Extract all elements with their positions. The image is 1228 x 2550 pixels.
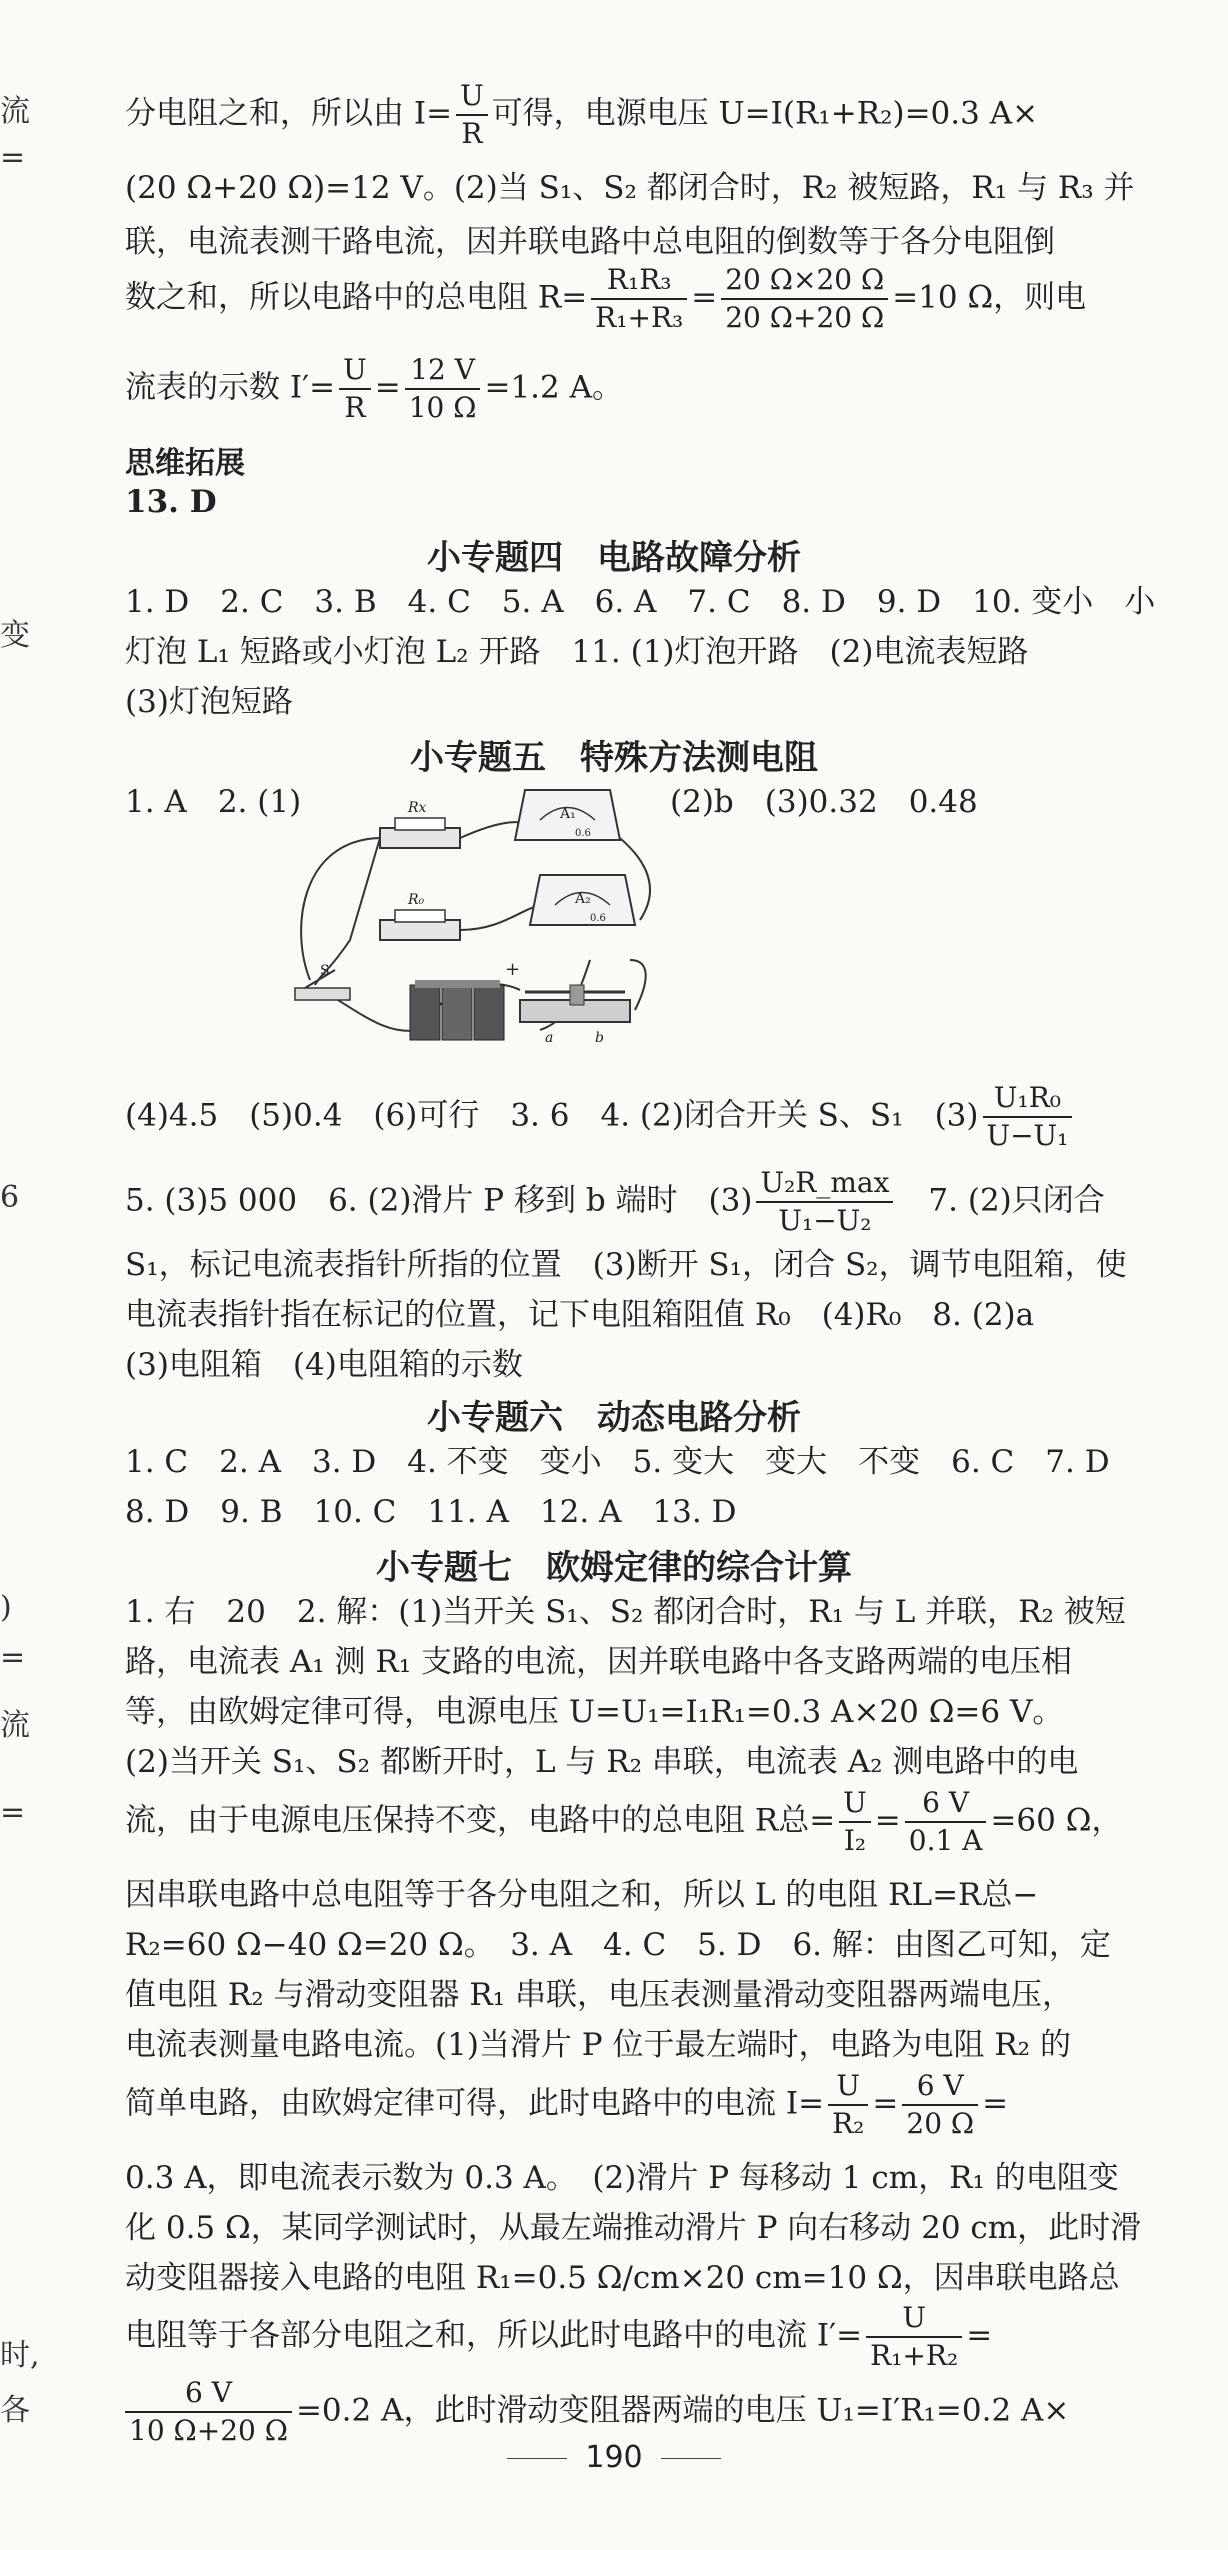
page-number: 190 <box>0 2440 1228 2475</box>
resistor-r0 <box>380 920 460 940</box>
text-line: (2)当开关 S₁、S₂ 都断开时，L 与 R₂ 串联，电流表 A₂ 测电路中的电 <box>125 1744 1079 1780</box>
label-s: S <box>320 963 330 979</box>
label-r0: R₀ <box>408 892 425 908</box>
text-line: (2)b (3)0.32 0.48 <box>670 784 978 820</box>
text-line: $\frac{6 V}{10 \Omega+20 \Omega}$ =0.2 A，此时滑动变阻器两端的电压 U₁=I′R₁=0.2 A× <box>125 2375 1069 2449</box>
margin-char: = <box>0 1795 26 1830</box>
label-a2: A₂ <box>575 891 591 907</box>
text-line: 路，电流表 A₁ 测 R₁ 支路的电流，因并联电路中各支路两端的电压相 <box>125 1644 1072 1680</box>
text-line: 电流表指针指在标记的位置，记下电阻箱阻值 R₀ (4)R₀ 8. (2)a <box>125 1297 1035 1333</box>
text-line: 电阻等于各部分电阻之和，所以此时电路中的电流 I′= $\frac{U}{\text{R₁+R₂}}$ = <box>125 2301 993 2372</box>
text-line: 数之和，所以电路中的总电阻 R= $\frac{\text{R₁R₃}}{\text{R₁+R₃}}$ = $\frac{20 \Omega\times 20 \Omega}{20 \Omega+20 \Omega}$ =10 Ω，则电 <box>125 263 1087 334</box>
fraction: $\frac{U}{R}$ <box>456 78 488 152</box>
margin-char: 6 <box>0 1180 20 1215</box>
text-line: (4)4.5 (5)0.4 (6)可行 3. 6 4. (2)闭合开关 S、S₁ (3) $\frac{\text{U₁R₀}}{\text{U−U₁}}$ <box>125 1080 1076 1154</box>
margin-char: 时, <box>0 2338 40 2373</box>
text-line: 1. C 2. A 3. D 4. 不变 变小 5. 变大 变大 不变 6. C 7. D <box>125 1444 1110 1480</box>
fraction: $\frac{U}{\text{I₂}}$ <box>839 1785 871 1859</box>
fraction: $\frac{\text{R₁R₃}}{\text{R₁+R₃}}$ <box>591 262 687 336</box>
text-line: 动变阻器接入电路的电阻 R₁=0.5 Ω/cm×20 cm=10 Ω，因串联电路总 <box>125 2260 1120 2296</box>
fraction: $\frac{12 V}{10 \Omega}$ <box>405 352 481 426</box>
text-line: 电流表测量电路电流。(1)当滑片 P 位于最左端时，电路为电阻 R₂ 的 <box>125 2027 1071 2063</box>
text-line: 流，由于电源电压保持不变，电路中的总电阻 R总= $\frac{U}{\text{I₂}}$ = $\frac{6 V}{0.1 A}$ =60 Ω， <box>125 1786 1123 1857</box>
fraction: $\frac{6 V}{10 \Omega+20 \Omega}$ <box>125 2375 292 2449</box>
text-line: 1. A 2. (1) <box>125 784 302 820</box>
text-line: S₁，标记电流表指针所指的位置 (3)断开 S₁，闭合 S₂，调节电阻箱，使 <box>125 1247 1127 1283</box>
text-line: 分电阻之和，所以由 I= $\frac{U}{R}$ 可得，电源电压 U=I(R₁+R₂)=0.3 A× <box>125 79 1039 150</box>
text-line: 因串联电路中总电阻等于各分电阻之和，所以 L 的电阻 RL=R总− <box>125 1877 1039 1913</box>
text-line: (3)灯泡短路 <box>125 684 293 720</box>
text-line: (20 Ω+20 Ω)=12 V。(2)当 S₁、S₂ 都闭合时，R₂ 被短路，R₁ 与 R₃ 并 <box>125 170 1135 206</box>
fraction: $\frac{U}{\text{R₁+R₂}}$ <box>866 2300 962 2374</box>
text-line: 流表的示数 I′= $\frac{U}{R}$ = $\frac{12 V}{10 \Omega}$ =1.2 A。 <box>125 353 623 424</box>
fraction: $\frac{\text{U₁R₀}}{\text{U−U₁}}$ <box>983 1080 1073 1154</box>
margin-char: 变 <box>0 618 30 653</box>
text-line: 值电阻 R₂ 与滑动变阻器 R₁ 串联，电压表测量滑动变阻器两端电压， <box>125 1977 1073 2013</box>
margin-char: ) <box>0 1590 12 1625</box>
margin-char: 流 <box>0 94 30 129</box>
circuit-diagram <box>290 780 670 1060</box>
fraction: $\frac{\text{U₂R\_max}}{\text{U₁−U₂}}$ <box>756 1165 893 1239</box>
text-line: R₂=60 Ω−40 Ω=20 Ω。 3. A 4. C 5. D 6. 解：由图乙可知，定 <box>125 1927 1111 1963</box>
text-line: 1. 右 20 2. 解：(1)当开关 S₁、S₂ 都闭合时，R₁ 与 L 并联，R₂ 被短 <box>125 1594 1126 1630</box>
svg-text:0.6: 0.6 <box>590 913 606 924</box>
svg-text:0.6: 0.6 <box>575 828 591 839</box>
margin-char: 流 <box>0 1708 30 1743</box>
margin-char: 各 <box>0 2393 30 2428</box>
section-heading: 小专题五 特殊方法测电阻 <box>410 738 818 778</box>
fraction: $\frac{20 \Omega\times 20 \Omega}{20 \Omega+20 \Omega}$ <box>721 262 888 336</box>
fraction: $\frac{U}{R}$ <box>339 352 371 426</box>
label-a: a <box>545 1030 554 1046</box>
section-heading: 小专题七 欧姆定律的综合计算 <box>376 1548 852 1588</box>
section-heading: 小专题四 电路故障分析 <box>427 538 801 578</box>
text-line: 1. D 2. C 3. B 4. C 5. A 6. A 7. C 8. D 9. D 10. 变小 小 <box>125 584 1156 620</box>
battery <box>410 980 504 1040</box>
section-heading: 小专题六 动态电路分析 <box>427 1398 801 1438</box>
label-b: b <box>595 1030 604 1046</box>
switch <box>295 988 350 1000</box>
label-rx: Rx <box>408 800 427 816</box>
margin-char: = <box>0 1640 26 1675</box>
resistor-rx <box>380 828 460 848</box>
label-plus: + <box>505 959 521 980</box>
text-line: 等，由欧姆定律可得，电源电压 U=U₁=I₁R₁=0.3 A×20 Ω=6 V。 <box>125 1694 1064 1730</box>
text-line: 灯泡 L₁ 短路或小灯泡 L₂ 开路 11. (1)灯泡开路 (2)电流表短路 <box>125 634 1029 670</box>
fraction: $\frac{6 V}{0.1 A}$ <box>905 1785 987 1859</box>
text-line: 化 0.5 Ω，某同学测试时，从最左端推动滑片 P 向右移动 20 cm，此时滑 <box>125 2210 1142 2246</box>
label-a1: A₁ <box>560 806 576 822</box>
text-line: (3)电阻箱 (4)电阻箱的示数 <box>125 1347 523 1383</box>
fraction: $\frac{6 V}{20 \Omega}$ <box>902 2068 978 2142</box>
margin-char: = <box>0 140 26 175</box>
text-line: 13. D <box>125 484 217 520</box>
text-line: 简单电路，由欧姆定律可得，此时电路中的电流 I= $\frac{U}{\text{R₂}}$ = $\frac{6 V}{20 \Omega}$ = <box>125 2069 1009 2140</box>
text-line: 联，电流表测干路电流，因并联电路中总电阻的倒数等于各分电阻倒 <box>125 224 1055 260</box>
text-line: 5. (3)5 000 6. (2)滑片 P 移到 b 端时 (3) $\frac{\text{U₂R\_max}}{\text{U₁−U₂}}$ 7. (2)只闭合 <box>125 1166 1105 1237</box>
section-subtitle: 思维拓展 <box>125 446 245 481</box>
fraction: $\frac{U}{\text{R₂}}$ <box>828 2068 868 2142</box>
text-line: 0.3 A，即电流表示数为 0.3 A。 (2)滑片 P 每移动 1 cm，R₁ 的电阻变 <box>125 2160 1119 2196</box>
text-line: 8. D 9. B 10. C 11. A 12. A 13. D <box>125 1494 737 1530</box>
